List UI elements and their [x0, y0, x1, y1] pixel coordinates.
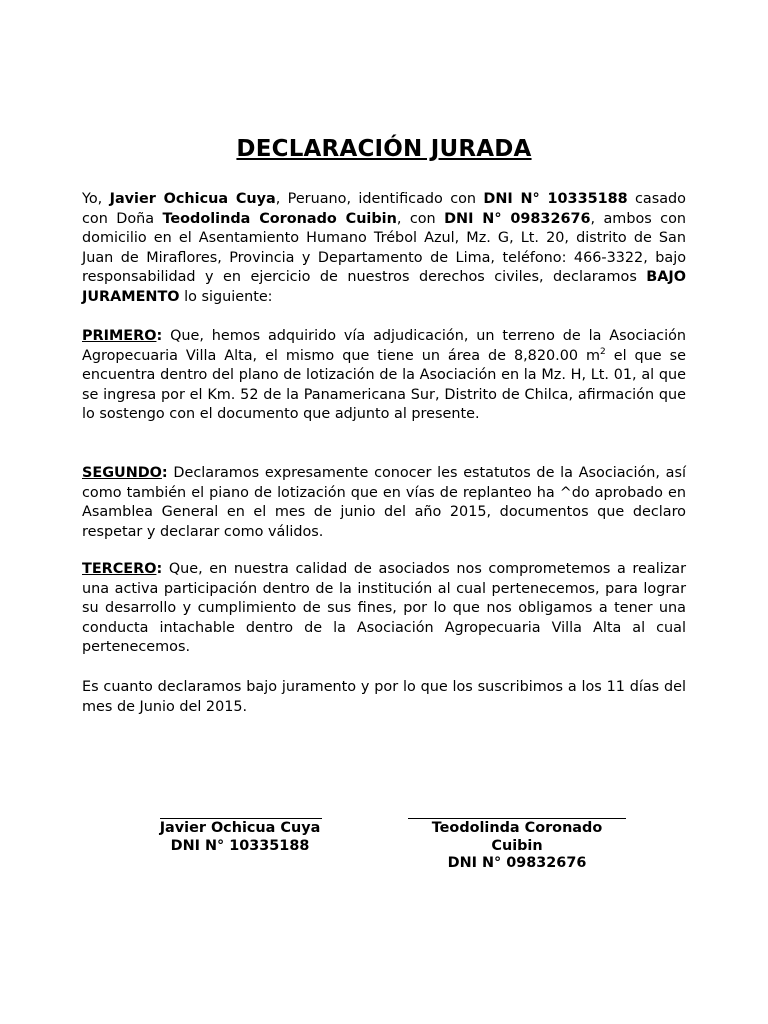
oath-phrase: BAJO JURAMENTO: [82, 269, 686, 305]
closing-paragraph: Es cuanto declaramos bajo juramento y por lo que los suscribimos a los 11 días del mes de Junio del 2015.: [82, 679, 686, 715]
clause-heading: SEGUNDO: [82, 465, 162, 481]
clause-heading: PRIMERO: [82, 328, 157, 344]
intro-text: Yo,: [82, 191, 110, 207]
superscript: 2: [600, 346, 606, 357]
signatory-name: Teodolinda Coronado: [431, 820, 603, 836]
intro-text: , ambos con domicilio en el Asentamiento Humano Trébol Azul, Mz. G, Lt. 20, distrito de San Juan de Miraflores, Provincia y Departamento de Lima, teléfono: 466-3322, bajo responsabilidad y en ejercicio de nuestros derechos civiles, declaramos: [82, 210, 687, 285]
intro-text: lo siguiente:: [179, 288, 273, 305]
intro-text: casado con Doña: [82, 191, 686, 227]
clause-colon: :: [156, 561, 163, 577]
spouse-dni: DNI N° 09832676: [444, 210, 591, 227]
clause-tercero: [82, 560, 686, 658]
signatory-dni: DNI N° 09832676: [447, 855, 587, 871]
clause-primero: [82, 327, 686, 425]
signature-line-left: [160, 818, 322, 819]
clause-segundo: [82, 464, 686, 542]
intro-text: , con: [396, 210, 445, 227]
clause-text: Que, en nuestra calidad de asociados nos comprometemos a realizar una activa participación dentro de la institución al cual pertenecemos, para lograr su desarrollo y cumplimiento de sus fines, por lo que nos obligamos a tener una conducta intachable dentro de la Asociación Agropecuaria Villa Alta al cual pertenecemos.: [82, 561, 686, 655]
signatory-name-continued: Cuibin: [491, 837, 543, 854]
clause-text: Declaramos expresamente conocer les estatutos de la Asociación, así como también el piano de lotización que en vías de replanteo ha ^do aprobado en Asamblea General en el mes de junio del año 2015, documentos que declaro respetar y declarar como válidos.: [82, 465, 686, 540]
clause-colon: :: [161, 465, 168, 481]
clause-text: Que, hemos adquirido vía adjudicación, un terreno de la Asociación Agropecuaria Villa Alta, el mismo que tiene un área de 8,820.00 m: [82, 328, 686, 364]
declarant-name: Javier Ochicua Cuya: [109, 191, 276, 207]
clause-colon: :: [156, 328, 163, 344]
intro-text: , Peruano, identificado con: [275, 191, 484, 207]
signature-block-left: [130, 820, 350, 855]
intro-paragraph: [82, 190, 686, 307]
clause-heading: TERCERO: [82, 561, 157, 577]
declarant-dni: DNI N° 10335188: [483, 191, 628, 207]
spouse-name: Teodolinda Coronado Cuibin: [162, 210, 397, 227]
signatory-dni: DNI N° 10335188: [170, 837, 310, 854]
signatory-name: Javier Ochicua Cuya: [159, 820, 321, 836]
signature-block-right: [408, 820, 626, 873]
clause-text: el que se encuentra dentro del plano de lotización de la Asociación en la Mz. H, Lt. 01, al que se ingresa por el Km. 52 de la Panamericana Sur, Distrito de Chilca, afirmación que lo sostengo con el documento que adjunto al presente.: [82, 347, 686, 422]
document-title: DECLARACIÓN JURADA: [236, 136, 532, 162]
signature-line-right: [408, 818, 626, 819]
